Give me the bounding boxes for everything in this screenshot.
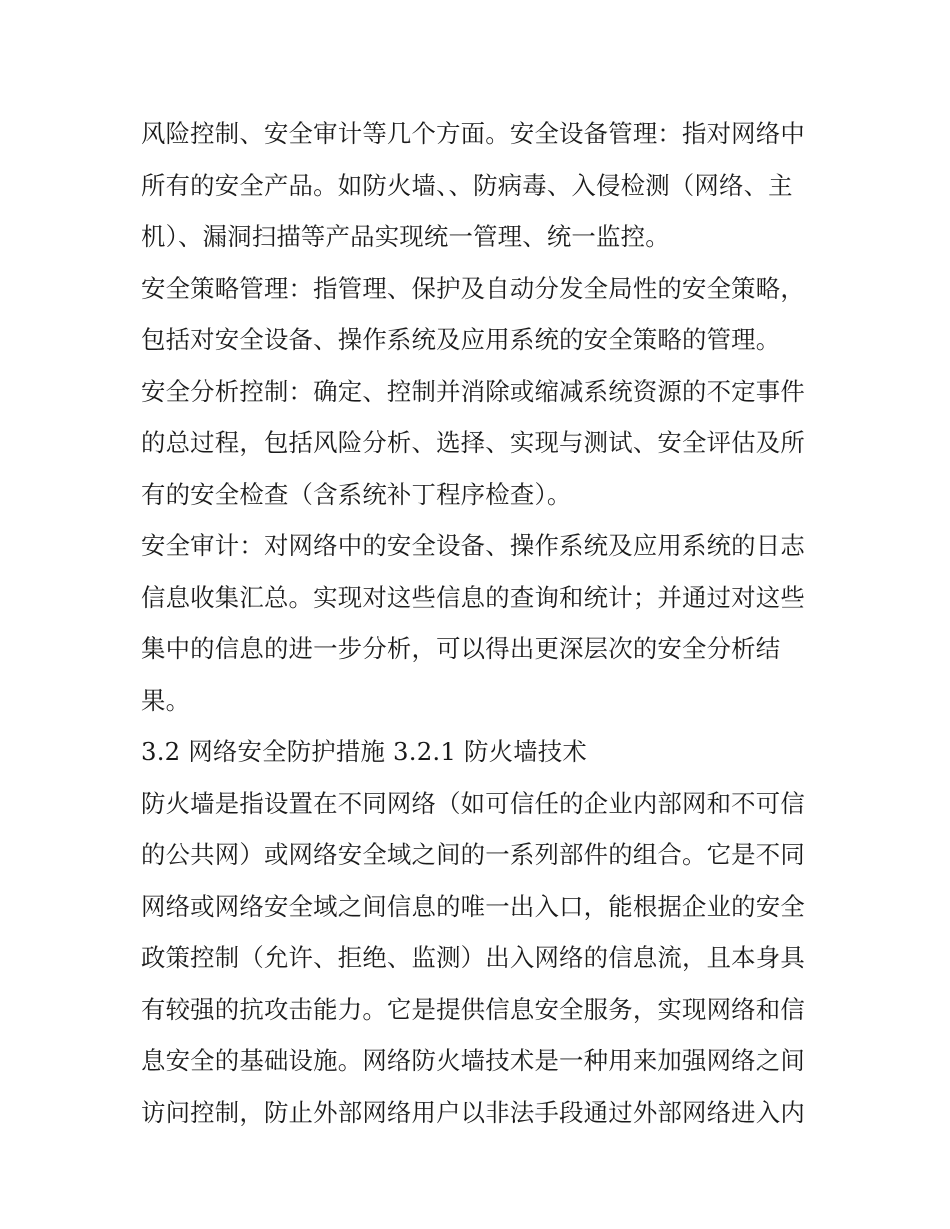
text-line: 集中的信息的进一步分析，可以得出更深层次的安全分析结 xyxy=(141,634,781,663)
text-line: 的总过程，包括风险分析、选择、实现与测试、安全评估及所 xyxy=(141,428,805,457)
section-heading: 3.2 网络安全防护措施 3.2.1 防火墙技术 xyxy=(141,737,587,766)
text-line: 防火墙是指设置在不同网络（如可信任的企业内部网和不可信 xyxy=(141,788,805,818)
text-line: 信息收集汇总。实现对这些信息的查询和统计；并通过对这些 xyxy=(141,582,805,612)
text-line: 安全分析控制：确定、控制并消除或缩减系统资源的不定事件 xyxy=(141,376,805,406)
text-line: 包括对安全设备、操作系统及应用系统的安全策略的管理。 xyxy=(141,325,781,354)
text-line: 安全策略管理：指管理、保护及自动分发全局性的安全策略， xyxy=(141,273,805,303)
text-line: 网络或网络安全域之间信息的唯一出入口，能根据企业的安全 xyxy=(141,891,805,921)
text-line: 政策控制（允许、拒绝、监测）出入网络的信息流，且本身具 xyxy=(141,943,805,972)
text-line: 有的安全检查（含系统补丁程序检查）。 xyxy=(141,479,572,509)
text-line: 安全审计：对网络中的安全设备、操作系统及应用系统的日志 xyxy=(141,531,805,560)
text-line: 的公共网）或网络安全域之间的一系列部件的组合。它是不同 xyxy=(141,840,805,869)
text-line: 有较强的抗攻击能力。它是提供信息安全服务，实现网络和信 xyxy=(141,994,805,1024)
text-line: 机）、漏洞扫描等产品实现统一管理、统一监控。 xyxy=(141,222,670,251)
text-line: 息安全的基础设施。网络防火墙技术是一种用来加强网络之间 xyxy=(141,1046,805,1075)
text-line: 果。 xyxy=(141,685,191,715)
document-body xyxy=(141,108,821,1138)
text-line: 风险控制、安全审计等几个方面。安全设备管理：指对网络中 xyxy=(141,119,805,148)
text-line: 访问控制，防止外部网络用户以非法手段通过外部网络进入内 xyxy=(141,1097,805,1127)
text-line: 所有的安全产品。如防火墙、、防病毒、入侵检测（网络、主 xyxy=(141,170,793,200)
